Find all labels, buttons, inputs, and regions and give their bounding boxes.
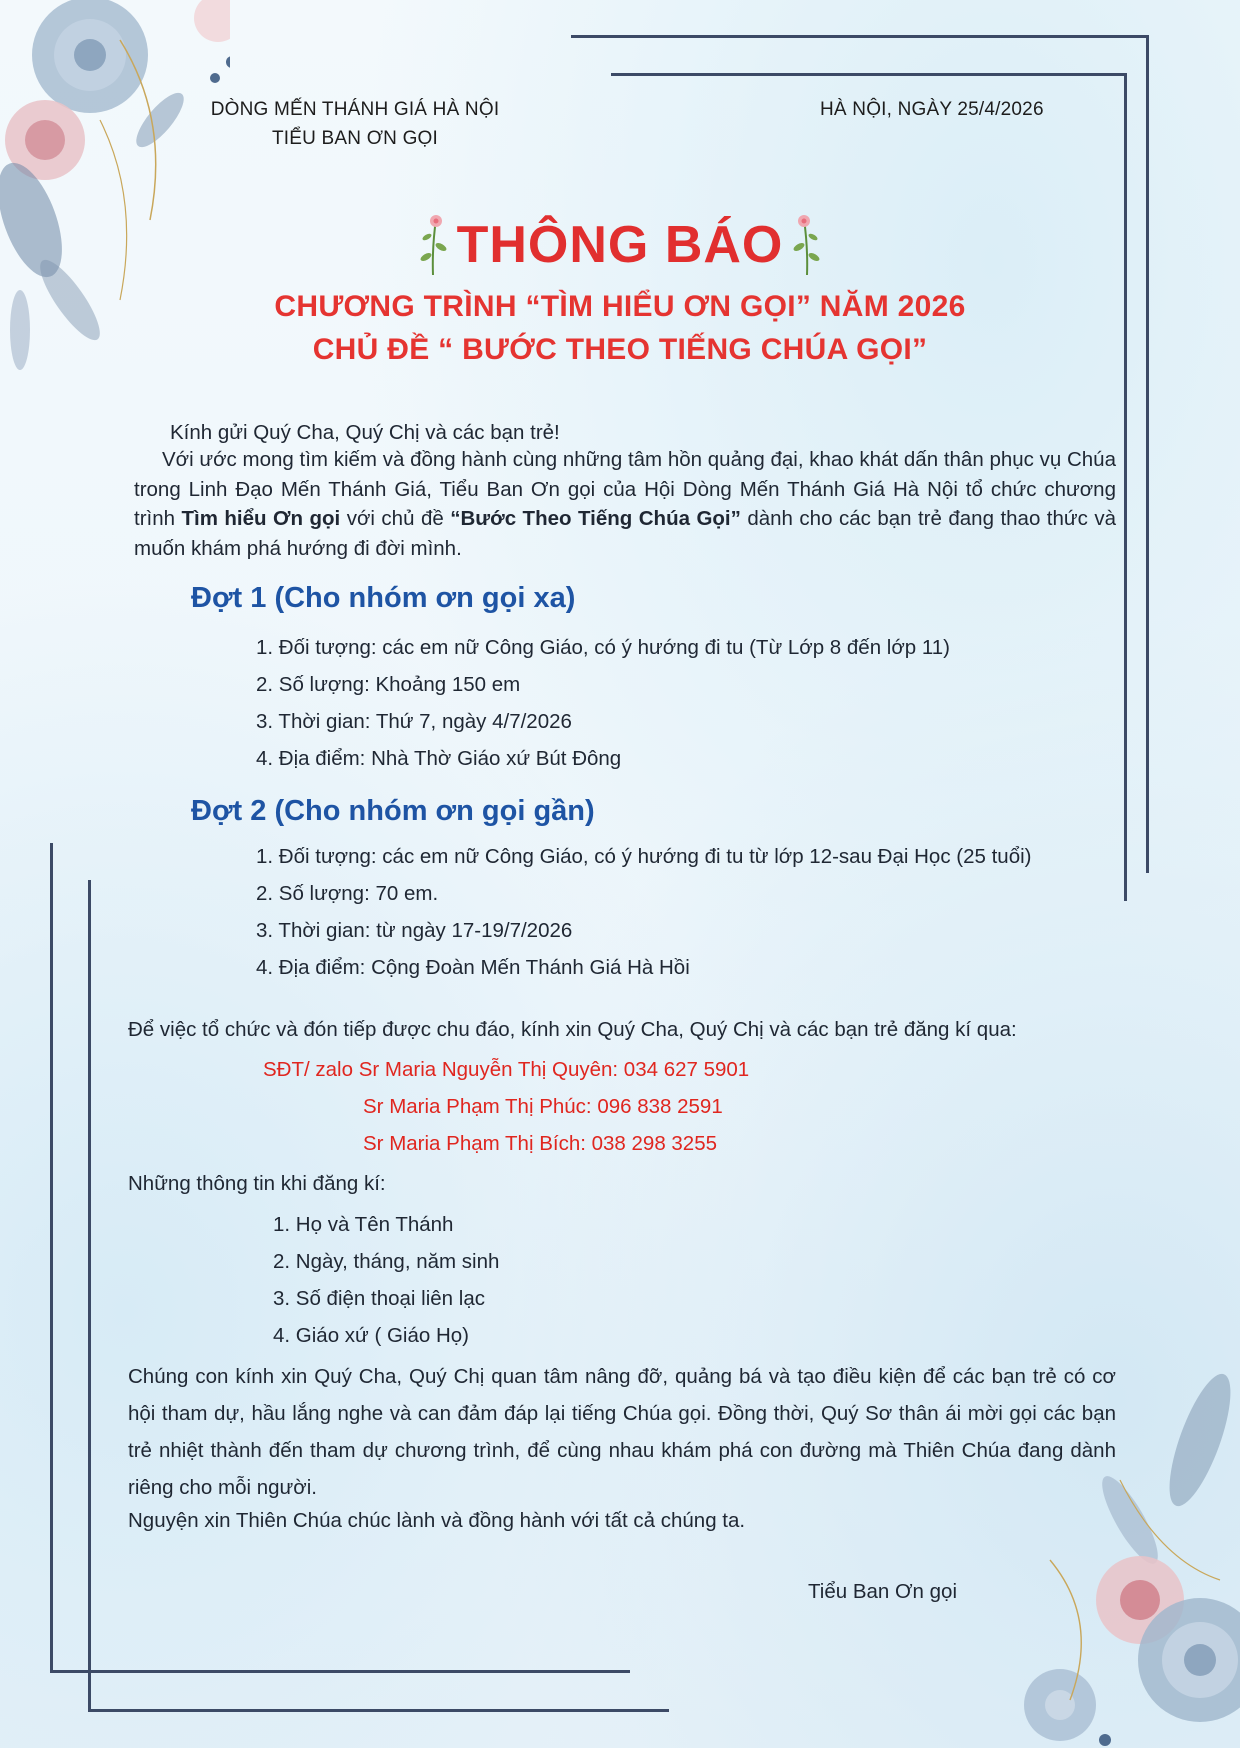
info-item-2: 2. Ngày, tháng, năm sinh bbox=[273, 1250, 500, 1273]
contact-2: Sr Maria Phạm Thị Phúc: 096 838 2591 bbox=[363, 1095, 723, 1118]
org-committee: TIỂU BAN ƠN GỌI bbox=[271, 128, 439, 149]
flower-sprig-right-icon bbox=[788, 213, 826, 277]
signature: Tiểu Ban Ơn gọi bbox=[808, 1580, 958, 1603]
program-subtitle: CHƯƠNG TRÌNH “TÌM HIỂU ƠN GỌI” NĂM 2026 bbox=[274, 290, 966, 323]
closing-paragraph: Chúng con kính xin Quý Cha, Quý Chị quan tâm nâng đỡ, quảng bá và tạo điều kiện để các bạn trẻ có cơ hội tham dự, hầu lắng nghe và can đảm đáp lại tiếng Chúa gọi. Đồng thời, Quý Sơ thân ái mời gọi các bạn trẻ nhiệt thành đến tham dự chương trình, để cùng nhau khám phá con đường mà Thiên Chúa đang dành riêng cho mỗi người. bbox=[128, 1365, 1116, 1499]
frame-top-line-2 bbox=[611, 73, 1127, 76]
intro-bold-theme: “Bước Theo Tiếng Chúa Gọi” bbox=[450, 507, 741, 530]
intro-text-1: Với ước mong tìm kiếm và đồng hành cùng những tâm hồn quảng đại, khao khát dấn thân phục vụ Chúa trong Linh Đạo Mến Thánh Giá, Tiểu Ban Ơn gọi của Hội Dòng Mến Thánh Giá Hà Nội tổ chức chương trình bbox=[134, 448, 1116, 530]
round-1-item-3: 3. Thời gian: Thứ 7, ngày 4/7/2026 bbox=[256, 710, 572, 733]
frame-left-line-1 bbox=[50, 843, 53, 1672]
date-line: HÀ NỘI, NGÀY 25/4/2026 bbox=[820, 99, 1044, 120]
info-item-3: 3. Số điện thoại liên lạc bbox=[273, 1287, 485, 1310]
round-2-item-2: 2. Số lượng: 70 em. bbox=[256, 882, 439, 905]
round-1-title: Đợt 1 (Cho nhóm ơn gọi xa) bbox=[191, 582, 576, 614]
frame-right-line-2 bbox=[1124, 73, 1127, 901]
intro-text-3: dành cho các bạn trẻ đang thao thức và muốn khám phá hướng đi đời mình. bbox=[134, 507, 1116, 560]
round-2-item-1: 1. Đối tượng: các em nữ Công Giáo, có ý hướng đi tu từ lớp 12-sau Đại Học (25 tuổi) bbox=[256, 845, 1032, 868]
round-2-item-4: 4. Địa điểm: Cộng Đoàn Mến Thánh Giá Hà Hồi bbox=[256, 956, 690, 979]
frame-bottom-line-2 bbox=[88, 1709, 669, 1712]
frame-left-line-2 bbox=[88, 880, 91, 1711]
round-1-item-2: 2. Số lượng: Khoảng 150 em bbox=[256, 673, 521, 696]
round-1-item-4: 4. Địa điểm: Nhà Thờ Giáo xứ Bút Đông bbox=[256, 747, 622, 770]
frame-bottom-line-1 bbox=[50, 1670, 630, 1673]
round-2-title: Đợt 2 (Cho nhóm ơn gọi gần) bbox=[191, 795, 595, 827]
contact-3: Sr Maria Phạm Thị Bích: 038 298 3255 bbox=[363, 1132, 718, 1155]
round-2-item-3: 3. Thời gian: từ ngày 17-19/7/2026 bbox=[256, 919, 573, 942]
frame-top-line-1 bbox=[571, 35, 1148, 38]
greeting: Kính gửi Quý Cha, Quý Chị và các bạn trẻ! bbox=[170, 421, 560, 444]
theme-subtitle: CHỦ ĐỀ “ BƯỚC THEO TIẾNG CHÚA GỌI” bbox=[312, 333, 928, 366]
org-name: DÒNG MẾN THÁNH GIÁ HÀ NỘI bbox=[210, 99, 500, 120]
registration-lead: Để việc tổ chức và đón tiếp được chu đáo, kính xin Quý Cha, Quý Chị và các bạn trẻ đăng kí qua: bbox=[128, 1018, 1017, 1041]
blessing: Nguyện xin Thiên Chúa chúc lành và đồng hành với tất cả chúng ta. bbox=[128, 1509, 746, 1532]
contact-1: SĐT/ zalo Sr Maria Nguyễn Thị Quyên: 034 627 5901 bbox=[263, 1058, 750, 1081]
info-item-4: 4. Giáo xứ ( Giáo Họ) bbox=[273, 1324, 470, 1347]
frame-right-line-1 bbox=[1146, 35, 1149, 873]
main-title: THÔNG BÁO bbox=[456, 216, 784, 274]
title-row bbox=[0, 213, 1240, 277]
info-item-1: 1. Họ và Tên Thánh bbox=[273, 1213, 454, 1236]
intro-text-2: với chủ đề bbox=[340, 507, 451, 530]
flower-sprig-left-icon bbox=[414, 213, 452, 277]
info-lead: Những thông tin khi đăng kí: bbox=[128, 1172, 386, 1195]
intro-paragraph bbox=[134, 445, 1116, 563]
intro-bold-program: Tìm hiểu Ơn gọi bbox=[181, 507, 341, 530]
round-1-item-1: 1. Đối tượng: các em nữ Công Giáo, có ý hướng đi tu (Từ Lớp 8 đến lớp 11) bbox=[256, 636, 950, 659]
